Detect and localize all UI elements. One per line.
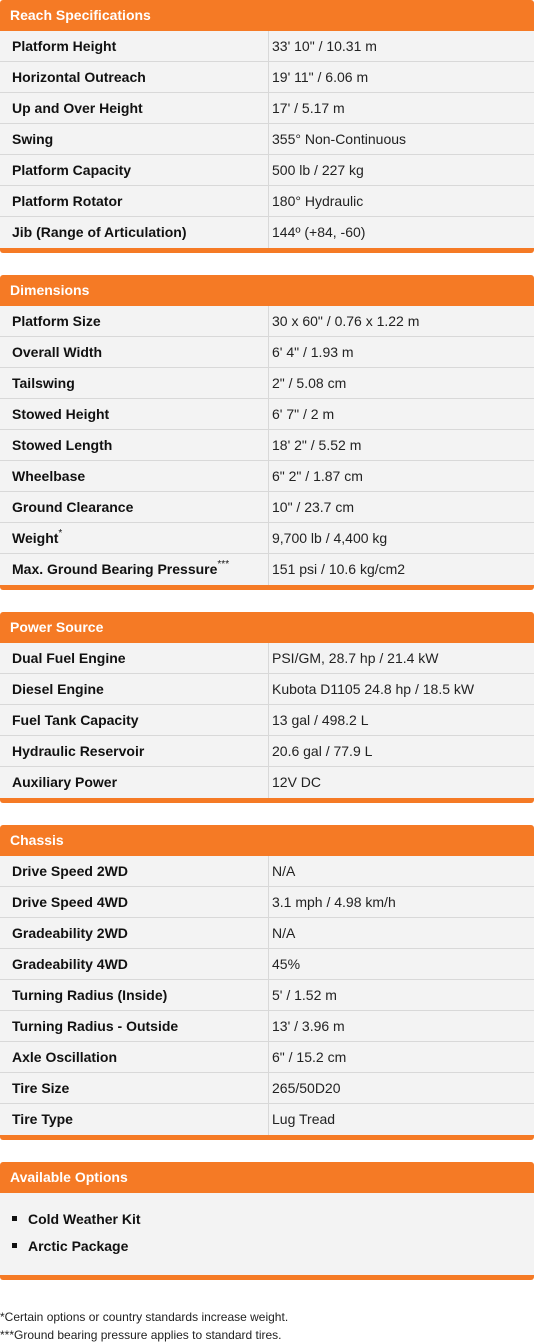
spec-label: Overall Width	[12, 344, 103, 360]
list-item	[0, 1205, 534, 1232]
table-row	[0, 554, 534, 585]
table-row	[0, 337, 534, 368]
bullet-icon	[12, 1243, 17, 1248]
table-row	[0, 736, 534, 767]
section-header: Reach Specifications	[0, 0, 534, 31]
section-gap	[0, 803, 534, 825]
spec-table	[0, 31, 534, 248]
table-row	[0, 155, 534, 186]
spec-label-cell	[0, 856, 269, 886]
spec-label-cell	[0, 767, 269, 798]
spec-label-cell	[0, 643, 269, 673]
spec-value: 9,700 lb / 4,400 kg	[272, 530, 388, 546]
table-row	[0, 62, 534, 93]
table-row	[0, 674, 534, 705]
spec-label: Drive Speed 2WD	[12, 863, 128, 879]
spec-value: 265/50D20	[272, 1080, 341, 1096]
table-row	[0, 306, 534, 337]
spec-label: Wheelbase	[12, 468, 86, 484]
table-row	[0, 217, 534, 248]
table-row	[0, 643, 534, 674]
spec-section	[0, 825, 534, 1140]
spec-value: 45%	[272, 956, 301, 972]
spec-label-cell	[0, 980, 269, 1010]
spec-label: Turning Radius - Outside	[12, 1018, 179, 1034]
table-row	[0, 368, 534, 399]
spec-label-cell	[0, 217, 269, 248]
spec-value: 18' 2" / 5.52 m	[272, 437, 362, 453]
spec-value: 2" / 5.08 cm	[272, 375, 347, 391]
table-row	[0, 461, 534, 492]
spec-label: Dual Fuel Engine	[12, 650, 126, 666]
footnotes	[0, 1308, 534, 1344]
spec-table	[0, 643, 534, 798]
spec-label: Horizontal Outreach	[12, 69, 146, 85]
bullet-icon	[12, 1216, 17, 1221]
spec-label-cell	[0, 705, 269, 735]
spec-label: Jib (Range of Articulation)	[12, 224, 187, 240]
spec-label-cell	[0, 523, 269, 553]
spec-label-cell	[0, 736, 269, 766]
section-header: Dimensions	[0, 275, 534, 306]
spec-section	[0, 275, 534, 590]
spec-label-cell	[0, 93, 269, 123]
spec-label: Fuel Tank Capacity	[12, 712, 139, 728]
spec-label: Tire Size	[12, 1080, 70, 1096]
spec-label-cell	[0, 155, 269, 185]
spec-label-cell	[0, 337, 269, 367]
options-header: Available Options	[0, 1162, 534, 1193]
table-row	[0, 430, 534, 461]
spec-value: Lug Tread	[272, 1111, 336, 1127]
spec-value: 19' 11" / 6.06 m	[272, 69, 369, 85]
table-row	[0, 1042, 534, 1073]
spec-label: Drive Speed 4WD	[12, 894, 128, 910]
spec-label-cell	[0, 399, 269, 429]
section-gap	[0, 253, 534, 275]
table-row	[0, 856, 534, 887]
spec-label: Stowed Length	[12, 437, 113, 453]
spec-label: Ground Clearance	[12, 499, 134, 515]
table-row	[0, 1011, 534, 1042]
spec-label: Turning Radius (Inside)	[12, 987, 168, 1003]
spec-value: 5' / 1.52 m	[272, 987, 337, 1003]
table-row	[0, 887, 534, 918]
spec-value: 33' 10" / 10.31 m	[272, 38, 377, 54]
table-row	[0, 918, 534, 949]
spec-table	[0, 856, 534, 1135]
spec-label: Up and Over Height	[12, 100, 143, 116]
spec-value: 144º (+84, -60)	[272, 224, 366, 240]
spec-label: Tailswing	[12, 375, 75, 391]
spec-value: 13' / 3.96 m	[272, 1018, 345, 1034]
table-row	[0, 767, 534, 798]
table-row	[0, 399, 534, 430]
table-row	[0, 124, 534, 155]
table-row	[0, 31, 534, 62]
table-row	[0, 93, 534, 124]
spec-section	[0, 612, 534, 803]
spec-label-cell	[0, 31, 269, 61]
spec-label-cell	[0, 430, 269, 460]
section-header: Power Source	[0, 612, 534, 643]
spec-value: 13 gal / 498.2 L	[272, 712, 369, 728]
spec-value: 12V DC	[272, 774, 322, 790]
spec-label-cell	[0, 461, 269, 491]
spec-label-cell	[0, 554, 269, 585]
spec-value: 6" 2" / 1.87 cm	[272, 468, 363, 484]
spec-label: Max. Ground Bearing Pressure	[12, 561, 218, 577]
spec-value: 6' 7" / 2 m	[272, 406, 335, 422]
spec-label: Gradeability 2WD	[12, 925, 128, 941]
list-item	[0, 1232, 534, 1259]
spec-label-cell	[0, 368, 269, 398]
spec-label: Platform Size	[12, 313, 101, 329]
spec-label: Platform Rotator	[12, 193, 123, 209]
spec-label-cell	[0, 306, 269, 336]
spec-label: Platform Capacity	[12, 162, 132, 178]
spec-label: Stowed Height	[12, 406, 110, 422]
footnote-weight: *Certain options or country standards increase weight.	[0, 1310, 289, 1324]
table-row	[0, 186, 534, 217]
table-row	[0, 492, 534, 523]
spec-label-cell	[0, 492, 269, 522]
spec-value: 3.1 mph / 4.98 km/h	[272, 894, 396, 910]
spec-label-cell	[0, 1042, 269, 1072]
spec-value: 30 x 60" / 0.76 x 1.22 m	[272, 313, 420, 329]
section-gap	[0, 590, 534, 612]
spec-value: 10" / 23.7 cm	[272, 499, 355, 515]
spec-label-cell	[0, 949, 269, 979]
spec-value: 151 psi / 10.6 kg/cm2	[272, 561, 406, 577]
spec-label: Tire Type	[12, 1111, 73, 1127]
spec-value: 6' 4" / 1.93 m	[272, 344, 354, 360]
spec-label-cell	[0, 918, 269, 948]
spec-label: Axle Oscillation	[12, 1049, 118, 1065]
table-row	[0, 523, 534, 554]
spec-value: 17' / 5.17 m	[272, 100, 345, 116]
footnote-marker: *	[58, 528, 63, 539]
spec-table	[0, 306, 534, 585]
spec-label-cell	[0, 887, 269, 917]
options-section	[0, 1162, 534, 1280]
footnote-marker: ***	[217, 559, 230, 570]
spec-label-cell	[0, 1011, 269, 1041]
table-row	[0, 1073, 534, 1104]
section-footer-bar	[0, 1275, 534, 1280]
option-label: Cold Weather Kit	[28, 1210, 141, 1227]
spec-label-cell	[0, 124, 269, 154]
spec-value: 180° Hydraulic	[272, 193, 364, 209]
spec-label-cell	[0, 1073, 269, 1103]
spec-label: Auxiliary Power	[12, 774, 118, 790]
options-list	[0, 1193, 534, 1275]
table-row	[0, 1104, 534, 1135]
spec-label: Platform Height	[12, 38, 117, 54]
spec-value: N/A	[272, 863, 296, 879]
spec-label: Diesel Engine	[12, 681, 104, 697]
spec-label: Gradeability 4WD	[12, 956, 128, 972]
section-gap	[0, 1140, 534, 1162]
table-row	[0, 705, 534, 736]
spec-value: 20.6 gal / 77.9 L	[272, 743, 373, 759]
spec-section	[0, 0, 534, 253]
footnote-pressure: ***Ground bearing pressure applies to standard tires.	[0, 1328, 282, 1342]
table-row	[0, 980, 534, 1011]
spec-label-cell	[0, 186, 269, 216]
spec-label: Hydraulic Reservoir	[12, 743, 145, 759]
section-header: Chassis	[0, 825, 534, 856]
spec-value: 6" / 15.2 cm	[272, 1049, 347, 1065]
table-row	[0, 949, 534, 980]
spec-label: Weight	[12, 530, 59, 546]
spec-value: PSI/GM, 28.7 hp / 21.4 kW	[272, 650, 439, 666]
spec-label-cell	[0, 62, 269, 92]
spec-value: 500 lb / 227 kg	[272, 162, 364, 178]
spec-label-cell	[0, 674, 269, 704]
spec-label: Swing	[12, 131, 54, 147]
spec-label-cell	[0, 1104, 269, 1135]
spec-value: Kubota D1105 24.8 hp / 18.5 kW	[272, 681, 475, 697]
spec-value: N/A	[272, 925, 296, 941]
option-label: Arctic Package	[28, 1237, 129, 1254]
spec-value: 355° Non-Continuous	[272, 131, 407, 147]
